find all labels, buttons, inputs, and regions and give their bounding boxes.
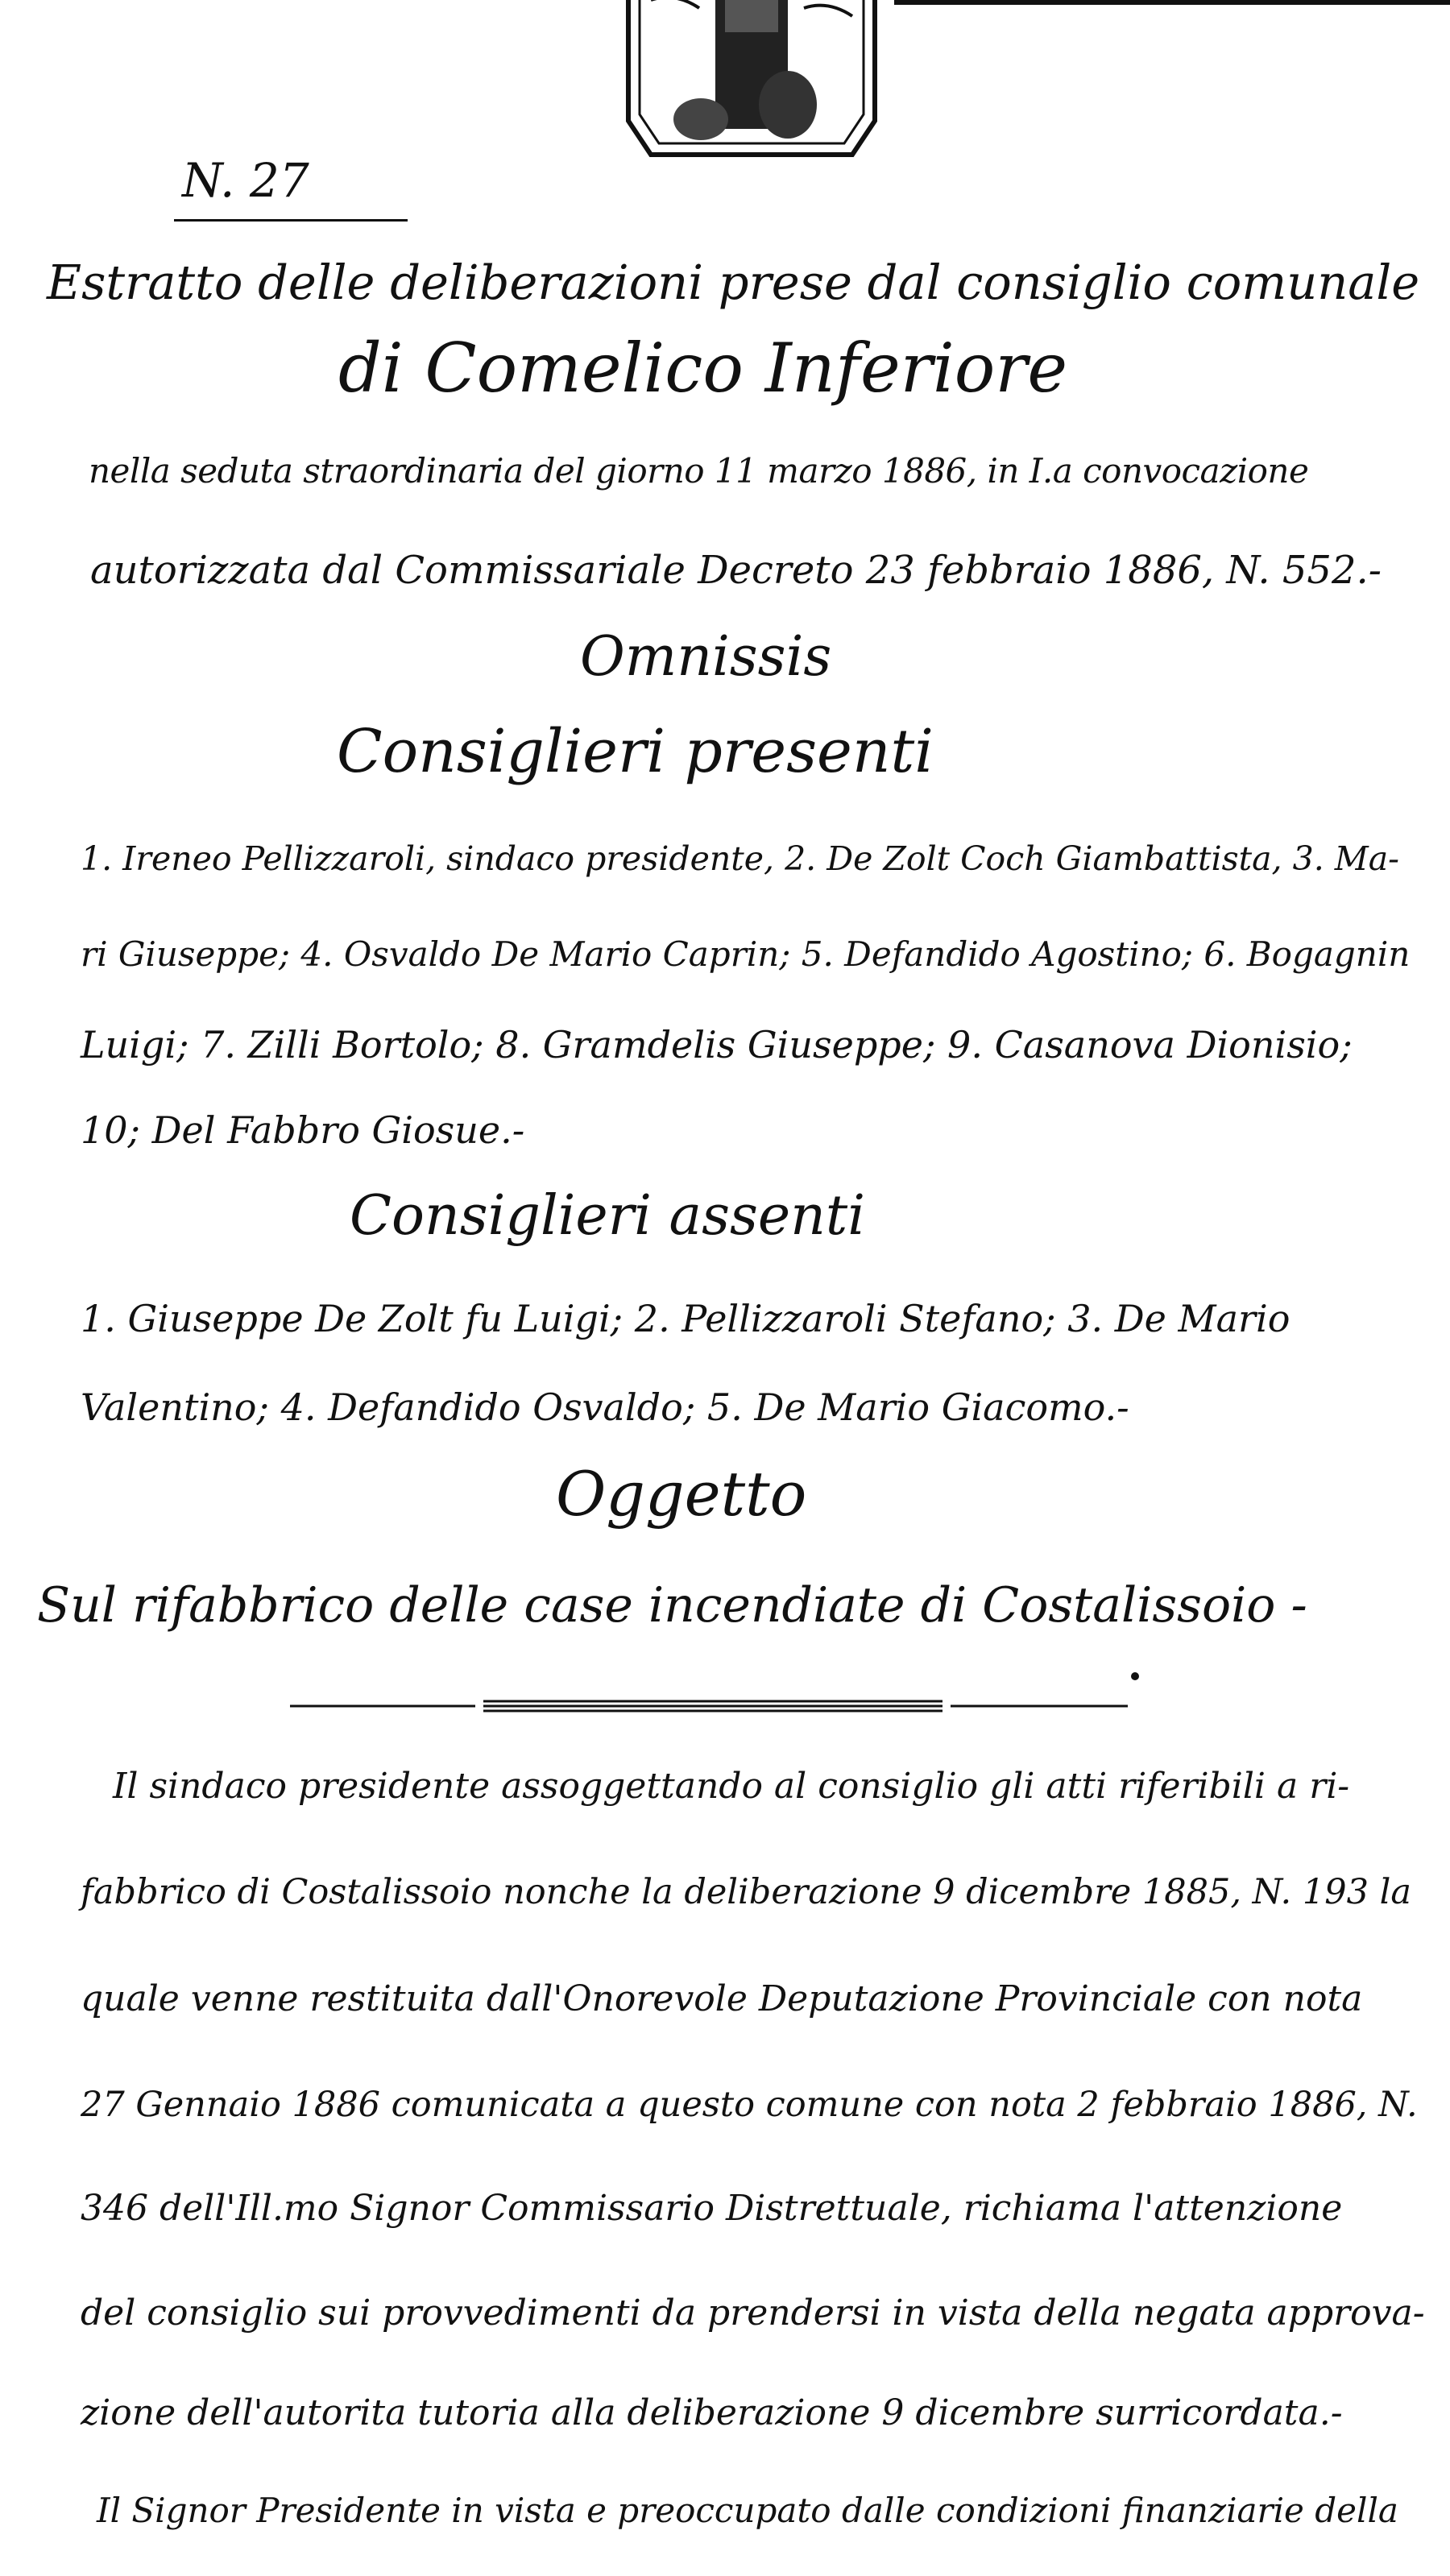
omissis-heading: Omnissis bbox=[580, 625, 832, 689]
present-list-line: 10; Del Fabbro Giosue.- bbox=[81, 1108, 525, 1152]
extract-title: Estratto delle deliberazioni prese dal consiglio comunale bbox=[47, 255, 1420, 310]
absent-list-line: 1. Giuseppe De Zolt fu Luigi; 2. Pellizzaroli Stefano; 3. De Mario bbox=[81, 1297, 1290, 1340]
body-text-line: Il sindaco presidente assoggettando al consiglio gli atti riferibili a ri- bbox=[113, 1766, 1350, 1807]
subject-heading: Oggetto bbox=[556, 1458, 807, 1530]
top-edge-rule bbox=[894, 0, 1450, 5]
body-text-line: 346 dell'Ill.mo Signor Commissario Distrettuale, richiama l'attenzione bbox=[81, 2188, 1343, 2229]
body-text-line: 27 Gennaio 1886 comunicata a questo comune con nota 2 febbraio 1886, N. bbox=[81, 2085, 1418, 2125]
present-list-line: 1. Ireneo Pellizzaroli, sindaco presidente, 2. De Zolt Coch Giambattista, 3. Ma- bbox=[81, 839, 1400, 878]
number-underline bbox=[174, 219, 408, 222]
section-divider bbox=[290, 1698, 1128, 1714]
present-councillors-heading: Consiglieri presenti bbox=[337, 717, 934, 786]
absent-councillors-heading: Consiglieri assenti bbox=[350, 1184, 865, 1248]
subject-line: Sul rifabbrico delle case incendiate di Costalissoio - bbox=[37, 1577, 1307, 1634]
revenue-stamp-seal bbox=[619, 0, 884, 161]
document-number: N. 27 bbox=[182, 153, 309, 208]
municipality-name: di Comelico Inferiore bbox=[338, 329, 1068, 408]
body-text-line: Il Signor Presidente in vista e preoccupato dalle condizioni finanziarie della bbox=[97, 2491, 1398, 2530]
session-line: nella seduta straordinaria del giorno 11 marzo 1886, in I.a convocazione bbox=[89, 451, 1309, 491]
body-text-line: quale venne restituita dall'Onorevole Deputazione Provinciale con nota bbox=[81, 1978, 1363, 2019]
present-list-line: ri Giuseppe; 4. Osvaldo De Mario Caprin; 5. Defandido Agostino; 6. Bogagnin bbox=[81, 934, 1411, 974]
absent-list-line: Valentino; 4. Defandido Osvaldo; 5. De Mario Giacomo.- bbox=[81, 1385, 1129, 1429]
body-text-line: fabbrico di Costalissoio nonche la deliberazione 9 dicembre 1885, N. 193 la bbox=[81, 1872, 1411, 1912]
ink-dot bbox=[1131, 1672, 1139, 1680]
body-text-line: zione dell'autorita tutoria alla deliberazione 9 dicembre surricordata.- bbox=[81, 2392, 1343, 2433]
present-list-line: Luigi; 7. Zilli Bortolo; 8. Gramdelis Giuseppe; 9. Casanova Dionisio; bbox=[81, 1023, 1353, 1066]
authorization-line: autorizzata dal Commissariale Decreto 23 febbraio 1886, N. 552.- bbox=[90, 548, 1382, 593]
body-text-line: del consiglio sui provvedimenti da prendersi in vista della negata approva- bbox=[81, 2292, 1425, 2334]
